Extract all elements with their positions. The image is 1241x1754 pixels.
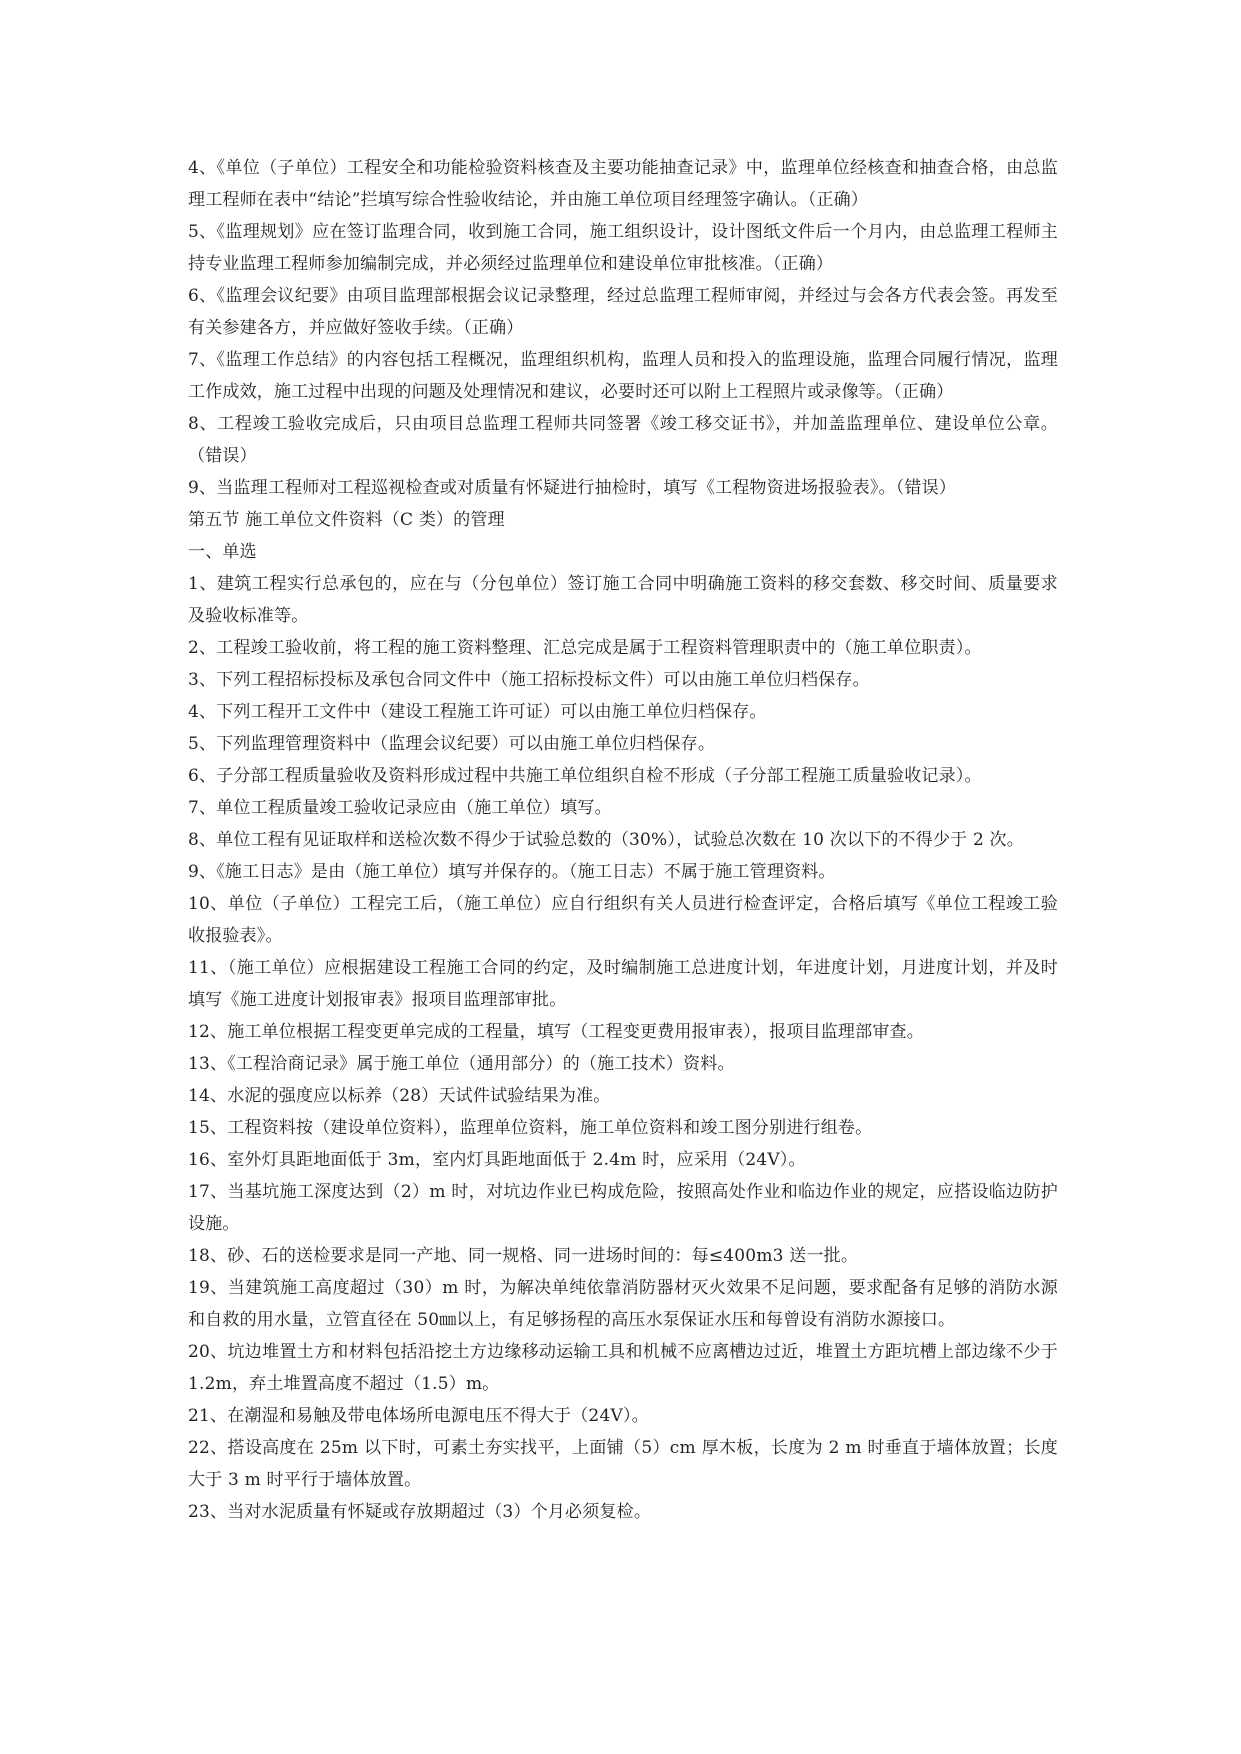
paragraph-item-9: 9、《施工日志》是由（施工单位）填写并保存的。（施工日志）不属于施工管理资料。: [188, 862, 836, 882]
paragraph-item-6-prev: 6、《监理会议纪要》由项目监理部根据会议记录整理，经过总监理工程师审阅，并经过与会各方代表会签。再发至有关参建各方，并应做好签收手续。（正确）: [188, 286, 1058, 338]
section-heading: 第五节 施工单位文件资料（C 类）的管理: [188, 510, 505, 530]
paragraph-item-6: 6、子分部工程质量验收及资料形成过程中共施工单位组织自检不形成（子分部工程施工质量验收记录）。: [188, 766, 982, 786]
paragraph-item-12: 12、施工单位根据工程变更单完成的工程量，填写（工程变更费用报审表），报项目监理部审查。: [188, 1022, 924, 1042]
paragraph-item-22: 22、搭设高度在 25m 以下时，可素土夯实找平，上面铺（5）cm 厚木板，长度为 2 m 时垂直于墙体放置；长度大于 3 m 时平行于墙体放置。: [188, 1438, 1058, 1490]
paragraph-item-15: 15、工程资料按（建设单位资料），监理单位资料，施工单位资料和竣工图分别进行组卷。: [188, 1118, 873, 1138]
paragraph-item-20: 20、坑边堆置土方和材料包括沿挖土方边缘移动运输工具和机械不应离槽边过近，堆置土方距坑槽上部边缘不少于 1.2m，弃土堆置高度不超过（1.5）m。: [188, 1342, 1058, 1394]
paragraph-item-4: 4、下列工程开工文件中（建设工程施工许可证）可以由施工单位归档保存。: [188, 702, 767, 722]
paragraph-item-3: 3、下列工程招标投标及承包合同文件中（施工招标投标文件）可以由施工单位归档保存。: [188, 670, 870, 690]
paragraph-item-17: 17、当基坑施工深度达到（2）m 时，对坑边作业已构成危险，按照高处作业和临边作业的规定，应搭设临边防护设施。: [188, 1182, 1058, 1234]
paragraph-item-5: 5、下列监理管理资料中（监理会议纪要）可以由施工单位归档保存。: [188, 734, 716, 754]
paragraph-item-16: 16、室外灯具距地面低于 3m，室内灯具距地面低于 2.4m 时，应采用（24V）。: [188, 1150, 806, 1170]
paragraph-item-23: 23、当对水泥质量有怀疑或存放期超过（3）个月必须复检。: [188, 1502, 652, 1522]
paragraph-item-14: 14、水泥的强度应以标养（28）天试件试验结果为准。: [188, 1086, 611, 1106]
paragraph-item-18: 18、砂、石的送检要求是同一产地、同一规格、同一进场时间的：每≤400m3 送一批。: [188, 1246, 859, 1266]
paragraph-item-8-prev: 8、工程竣工验收完成后，只由项目总监理工程师共同签署《竣工移交证书》，并加盖监理单位、建设单位公章。（错误）: [188, 414, 1058, 466]
paragraph-item-11: 11、（施工单位）应根据建设工程施工合同的约定，及时编制施工总进度计划，年进度计划，月进度计划，并及时填写《施工进度计划报审表》报项目监理部审批。: [188, 958, 1058, 1010]
paragraph-item-2: 2、工程竣工验收前，将工程的施工资料整理、汇总完成是属于工程资料管理职责中的（施工单位职责）。: [188, 638, 982, 658]
paragraph-item-7-prev: 7、《监理工作总结》的内容包括工程概况，监理组织机构，监理人员和投入的监理设施，监理合同履行情况，监理工作成效，施工过程中出现的问题及处理情况和建议，必要时还可以附上工程照片或录像等。（正确）: [188, 350, 1058, 402]
paragraph-item-21: 21、在潮湿和易触及带电体场所电源电压不得大于（24V）。: [188, 1406, 649, 1426]
paragraph-item-9-prev: 9、当监理工程师对工程巡视检查或对质量有怀疑进行抽检时，填写《工程物资进场报验表》。（错误）: [188, 478, 957, 498]
paragraph-item-5-prev: 5、《监理规划》应在签订监理合同，收到施工合同，施工组织设计，设计图纸文件后一个月内，由总监理工程师主持专业监理工程师参加编制完成，并必须经过监理单位和建设单位审批核准。（正确）: [188, 222, 1058, 274]
paragraph-item-19: 19、当建筑施工高度超过（30）m 时，为解决单纯依靠消防器材灭火效果不足问题，要求配备有足够的消防水源和自救的用水量，立管直径在 50㎜以上，有足够扬程的高压水泵保证水压和每曾设有消防水源接口。: [188, 1278, 1058, 1330]
paragraph-item-1: 1、建筑工程实行总承包的，应在与（分包单位）签订施工合同中明确施工资料的移交套数、移交时间、质量要求及验收标准等。: [188, 574, 1058, 626]
document-page: [188, 152, 1058, 1528]
paragraph-item-7: 7、单位工程质量竣工验收记录应由（施工单位）填写。: [188, 798, 612, 818]
paragraph-item-8: 8、单位工程有见证取样和送检次数不得少于试验总数的（30%），试验总次数在 10 次以下的不得少于 2 次。: [188, 830, 1024, 850]
paragraph-item-10: 10、单位（子单位）工程完工后，（施工单位）应自行组织有关人员进行检查评定，合格后填写《单位工程竣工验收报验表》。: [188, 894, 1058, 946]
paragraph-item-13: 13、《工程洽商记录》属于施工单位（通用部分）的（施工技术）资料。: [188, 1054, 735, 1074]
paragraph-item-4-prev: 4、《单位（子单位）工程安全和功能检验资料核查及主要功能抽查记录》中，监理单位经核查和抽查合格，由总监理工程师在表中“结论”拦填写综合性验收结论，并由施工单位项目经理签字确认。（正确）: [188, 158, 1058, 210]
subsection-heading: 一、单选: [188, 542, 257, 562]
